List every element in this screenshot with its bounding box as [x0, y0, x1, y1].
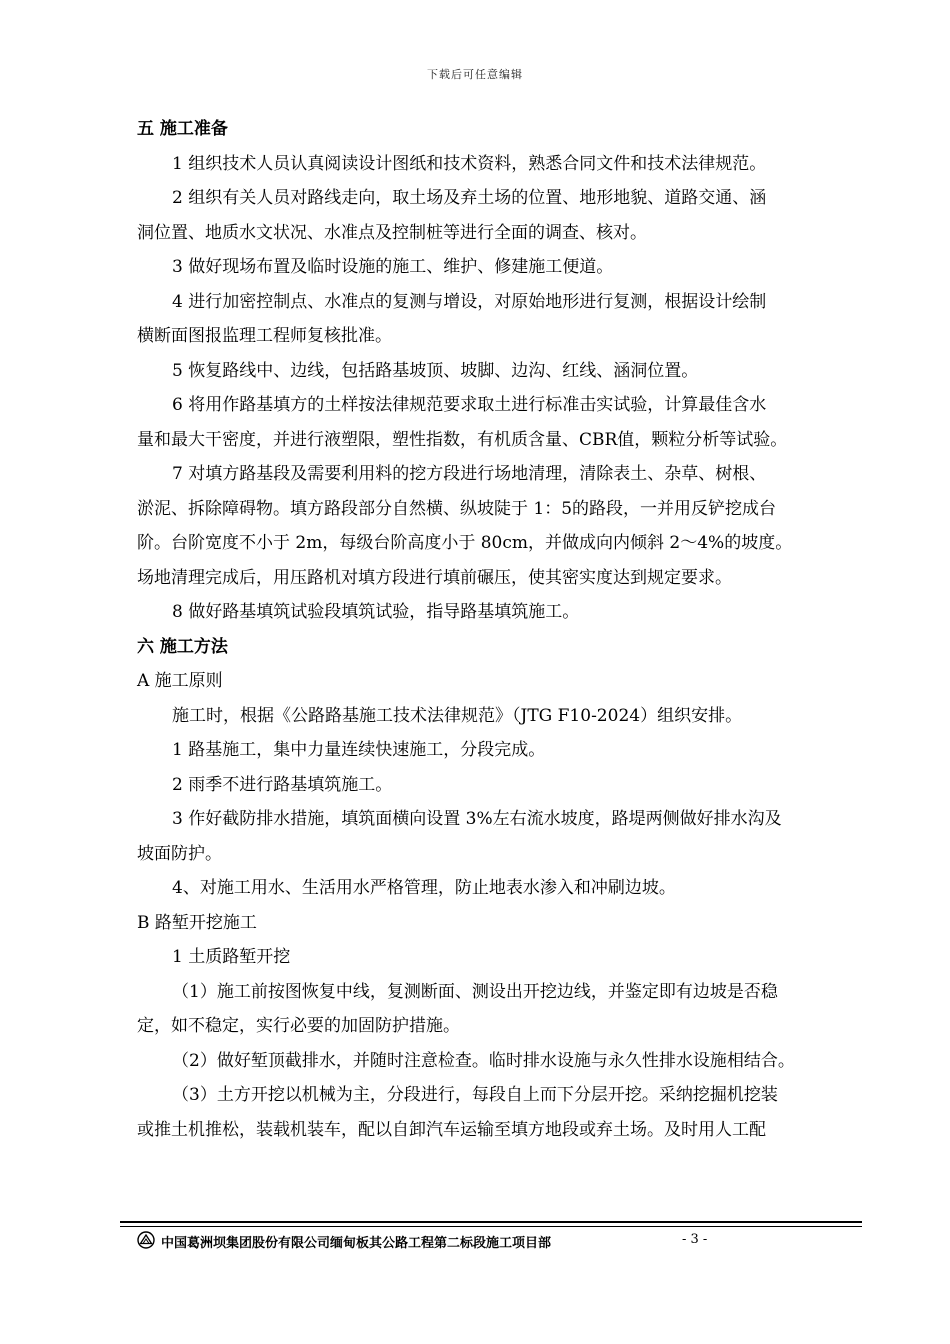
page-number: - 3 - — [682, 1232, 708, 1247]
paragraph: （2）做好堑顶截排水，并随时注意检查。临时排水设施与永久性排水设施相结合。 — [172, 1050, 795, 1071]
paragraph-continuation: 阶。台阶宽度不小于 2m，每级台阶高度小于 80cm，并做成向内倾斜 2～4%的坡度。 — [137, 533, 793, 553]
paragraph: 2 雨季不进行路基填筑施工。 — [172, 774, 393, 795]
section-heading-5: 五 施工准备 — [137, 119, 228, 139]
footer-divider-thin — [120, 1226, 862, 1227]
paragraph: 1 路基施工，集中力量连续快速施工，分段完成。 — [172, 740, 546, 760]
paragraph: 8 做好路基填筑试验段填筑试验，指导路基填筑施工。 — [172, 602, 580, 622]
paragraph-continuation: 坡面防护。 — [137, 843, 222, 864]
subsection-title-a: A 施工原则 — [137, 671, 223, 691]
footer-divider — [120, 1221, 862, 1223]
paragraph-continuation: 或推土机推松，装载机装车，配以自卸汽车运输至填方地段或弃土场。及时用人工配 — [137, 1119, 766, 1140]
paragraph: 5 恢复路线中、边线，包括路基坡顶、坡脚、边沟、红线、涵洞位置。 — [172, 360, 699, 381]
subsection-title-b: B 路堑开挖施工 — [137, 912, 257, 933]
paragraph: 6 将用作路基填方的土样按法律规范要求取土进行标准击实试验，计算最佳含水 — [172, 395, 767, 415]
paragraph: 1 土质路堑开挖 — [172, 947, 291, 967]
paragraph: （1）施工前按图恢复中线，复测断面、测设出开挖边线，并鉴定即有边坡是否稳 — [172, 981, 778, 1002]
paragraph: 7 对填方路基段及需要利用料的挖方段进行场地清理，清除表土、杂草、树根、 — [172, 464, 767, 484]
paragraph: 2 组织有关人员对路线走向，取土场及弃土场的位置、地形地貌、道路交通、涵 — [172, 188, 767, 208]
section-heading-6: 六 施工方法 — [137, 636, 228, 657]
paragraph-continuation: 洞位置、地质水文状况、水准点及控制桩等进行全面的调查、核对。 — [137, 222, 647, 243]
paragraph: 3 做好现场布置及临时设施的施工、维护、修建施工便道。 — [172, 257, 614, 277]
paragraph: 1 组织技术人员认真阅读设计图纸和技术资料，熟悉合同文件和技术法律规范。 — [172, 153, 767, 174]
paragraph: （3）土方开挖以机械为主，分段进行，每段自上而下分层开挖。采纳挖掘机挖装 — [172, 1085, 778, 1105]
document-body — [137, 112, 857, 1147]
paragraph: 3 作好截防排水措施，填筑面横向设置 3%左右流水坡度，路堤两侧做好排水沟及 — [172, 809, 782, 829]
paragraph-continuation: 量和最大干密度，并进行液塑限，塑性指数，有机质含量、CBR值，颗粒分析等试验。 — [137, 429, 788, 450]
paragraph-continuation: 淤泥、拆除障碍物。填方路段部分自然横、纵坡陡于 1：5的路段，一并用反铲挖成台 — [137, 498, 777, 519]
company-logo-icon — [137, 1231, 155, 1249]
paragraph: 施工时，根据《公路路基施工技术法律规范》（JTG F10-2024）组织安排。 — [172, 705, 743, 726]
paragraph-continuation: 定，如不稳定，实行必要的加固防护措施。 — [137, 1016, 460, 1036]
page-footer — [137, 1231, 857, 1251]
header-watermark: 下载后可任意编辑 — [427, 68, 523, 81]
paragraph: 4、对施工用水、生活用水严格管理，防止地表水渗入和冲刷边坡。 — [172, 878, 676, 898]
paragraph: 4 进行加密控制点、水准点的复测与增设，对原始地形进行复测，根据设计绘制 — [172, 291, 767, 312]
paragraph-continuation: 场地清理完成后，用压路机对填方段进行填前碾压，使其密实度达到规定要求。 — [137, 567, 732, 588]
footer-organization: 中国葛洲坝集团股份有限公司缅甸板其公路工程第二标段施工项目部 — [161, 1236, 552, 1251]
paragraph-continuation: 横断面图报监理工程师复核批准。 — [137, 326, 392, 346]
